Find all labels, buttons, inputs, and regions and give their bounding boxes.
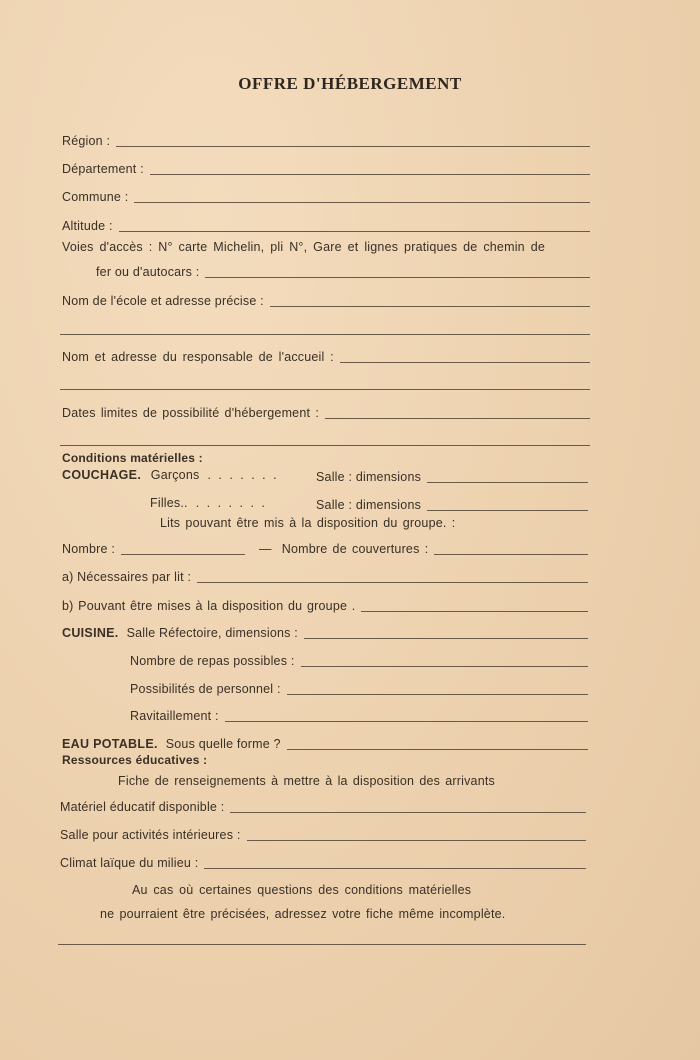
filles-row bbox=[150, 496, 275, 511]
departement-line[interactable] bbox=[150, 173, 590, 175]
responsable-field[interactable] bbox=[62, 350, 590, 365]
filles-salle-line[interactable] bbox=[427, 509, 588, 511]
ecole-label: Nom de l'école et adresse précise : bbox=[62, 294, 264, 308]
garcons-dots: . . . . . . . bbox=[207, 468, 279, 482]
couvertures-label: Nombre de couvertures : bbox=[281, 542, 429, 556]
salle-activites-line[interactable] bbox=[247, 839, 587, 841]
region-label: Région : bbox=[62, 134, 111, 148]
ravitaillement-field[interactable] bbox=[130, 709, 588, 724]
region-line[interactable] bbox=[116, 145, 590, 147]
page-title: OFFRE D'HÉBERGEMENT bbox=[238, 74, 462, 93]
garcons-salle-line[interactable] bbox=[427, 481, 588, 483]
garcons-label: Garçons bbox=[150, 468, 200, 482]
ecole-line[interactable] bbox=[270, 305, 590, 307]
departement-field[interactable] bbox=[62, 162, 590, 177]
commune-label: Commune : bbox=[62, 190, 129, 204]
dates-field[interactable] bbox=[62, 406, 590, 421]
dates-label: Dates limites de possibilité d'hébergement : bbox=[62, 406, 320, 420]
filles-salle-label: Salle : dimensions bbox=[316, 498, 422, 512]
salle-activites-field[interactable] bbox=[60, 828, 586, 843]
repas-line[interactable] bbox=[301, 665, 588, 667]
personnel-line[interactable] bbox=[287, 693, 588, 695]
materiel-line[interactable] bbox=[230, 811, 586, 813]
materiel-label: Matériel éducatif disponible : bbox=[60, 800, 225, 814]
dates-line-2[interactable] bbox=[60, 445, 590, 446]
cuisine-salle-label: Salle Réfectoire, dimensions : bbox=[126, 626, 298, 640]
personnel-field[interactable] bbox=[130, 682, 588, 697]
couchage-garcons-row bbox=[62, 468, 287, 483]
garcons-salle-label: Salle : dimensions bbox=[316, 470, 422, 484]
nombre-label: Nombre : bbox=[62, 542, 116, 556]
footer-note-line1: Au cas où certaines questions des conditions matérielles bbox=[132, 883, 472, 897]
repas-field[interactable] bbox=[130, 654, 588, 669]
conditions-heading: Conditions matérielles : bbox=[62, 451, 203, 465]
eau-field[interactable] bbox=[62, 737, 588, 752]
lits-label: Lits pouvant être mis à la disposition du groupe. : bbox=[160, 516, 456, 530]
cuisine-salle-line[interactable] bbox=[304, 637, 588, 639]
responsable-line[interactable] bbox=[340, 361, 590, 363]
commune-field[interactable] bbox=[62, 190, 590, 205]
climat-line[interactable] bbox=[204, 867, 586, 869]
dates-line[interactable] bbox=[325, 417, 590, 419]
region-field[interactable] bbox=[62, 134, 590, 149]
materiel-field[interactable] bbox=[60, 800, 586, 815]
eau-forme-line[interactable] bbox=[287, 748, 588, 750]
altitude-field[interactable] bbox=[62, 219, 590, 234]
footer-note-line2: ne pourraient être précisées, adressez votre fiche même incomplète. bbox=[100, 907, 506, 921]
garcons-salle-field[interactable] bbox=[316, 470, 588, 485]
voies-label: Voies d'accès : N° carte Michelin, pli N°, Gare et lignes pratiques de chemin de bbox=[62, 240, 546, 254]
responsable-line-2[interactable] bbox=[60, 389, 590, 390]
fiche-label: Fiche de renseignements à mettre à la disposition des arrivants bbox=[118, 774, 495, 788]
eau-heading: EAU POTABLE. bbox=[62, 737, 158, 751]
couchage-heading: COUCHAGE. bbox=[62, 468, 142, 482]
dash: — bbox=[259, 542, 272, 556]
filles-dots: . . . . . . . bbox=[195, 496, 267, 510]
commune-line[interactable] bbox=[134, 201, 590, 203]
ressources-heading: Ressources éducatives : bbox=[62, 753, 208, 767]
couvertures-line[interactable] bbox=[434, 553, 588, 555]
ravitaillement-line[interactable] bbox=[225, 720, 588, 722]
footer-line[interactable] bbox=[58, 944, 586, 945]
ecole-field[interactable] bbox=[62, 294, 590, 309]
nombre-line[interactable] bbox=[121, 553, 245, 555]
climat-field[interactable] bbox=[60, 856, 586, 871]
altitude-line[interactable] bbox=[119, 230, 590, 232]
climat-label: Climat laïque du milieu : bbox=[60, 856, 199, 870]
eau-forme-label: Sous quelle forme ? bbox=[165, 737, 281, 751]
ecole-line-2[interactable] bbox=[60, 334, 590, 335]
voies-label-2: fer ou d'autocars : bbox=[96, 265, 200, 279]
voies-line[interactable] bbox=[205, 276, 590, 278]
filles-label: Filles.. bbox=[150, 496, 188, 510]
filles-salle-field[interactable] bbox=[316, 498, 588, 513]
pouvant-line[interactable] bbox=[361, 610, 588, 612]
altitude-label: Altitude : bbox=[62, 219, 113, 233]
responsable-label: Nom et adresse du responsable de l'accueil : bbox=[62, 350, 334, 364]
ravitaillement-label: Ravitaillement : bbox=[130, 709, 219, 723]
pouvant-label: b) Pouvant être mises à la disposition du groupe . bbox=[62, 599, 356, 613]
necessaires-field[interactable] bbox=[62, 570, 588, 585]
nombre-row bbox=[62, 542, 588, 557]
cuisine-salle-field[interactable] bbox=[62, 626, 588, 641]
personnel-label: Possibilités de personnel : bbox=[130, 682, 281, 696]
departement-label: Département : bbox=[62, 162, 144, 176]
cuisine-heading: CUISINE. bbox=[62, 626, 119, 640]
salle-activites-label: Salle pour activités intérieures : bbox=[60, 828, 241, 842]
repas-label: Nombre de repas possibles : bbox=[130, 654, 295, 668]
necessaires-line[interactable] bbox=[197, 581, 588, 583]
necessaires-label: a) Nécessaires par lit : bbox=[62, 570, 192, 584]
pouvant-field[interactable] bbox=[62, 599, 588, 614]
voies-field[interactable] bbox=[96, 265, 590, 280]
